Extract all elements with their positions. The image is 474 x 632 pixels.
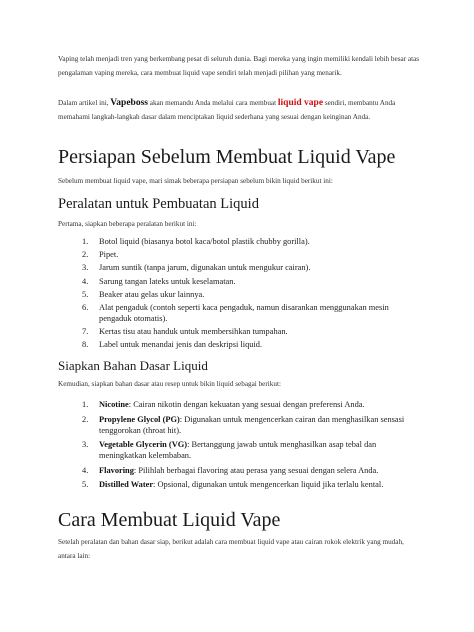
- list-item: [58, 302, 418, 324]
- list-item: [58, 339, 418, 350]
- ingredient-desc: : Bertanggung jawab untuk menghasilkan asap tebal dan meningkatkan kelembaban.: [99, 440, 377, 461]
- intro2-middle: akan memandu Anda melalui cara membuat: [147, 99, 278, 107]
- list-number: 2.: [82, 250, 89, 260]
- list-number: 4.: [82, 465, 89, 475]
- list-number: 1.: [82, 400, 89, 409]
- list-item-text: Alat pengaduk (contoh seperti kaca pengaduk, namun disarankan menggunakan mesin pengaduk otomatis).: [99, 302, 389, 323]
- list-number: 3.: [82, 440, 89, 450]
- intro2-after: sendiri, membantu Anda memahami langkah-langkah dasar dalam menciptakan liquid sederhana yang sesuai dengan keinginan Anda.: [58, 99, 396, 121]
- ingredient-desc: : Opsional, digunakan untuk mengencerkan liquid jika terlalu kental.: [153, 480, 384, 490]
- intro-paragraph: Vaping telah menjadi tren yang berkembang pesat di seluruh dunia. Bagi mereka yang ingin memiliki kendali lebih besar atas pengalaman vaping mereka, cara membuat liquid vape sendiri telah menjadi pilihan yang menarik.: [58, 55, 420, 77]
- list-number: 3.: [82, 263, 89, 273]
- tools-list: [58, 236, 418, 353]
- intro2-before: Dalam artikel ini,: [58, 99, 111, 107]
- ingredient-term: Flavoring: [99, 465, 134, 475]
- list-item: [58, 414, 418, 436]
- intro-paragraph-2: [58, 97, 422, 124]
- ingredients-list: [58, 399, 418, 494]
- ingredient-desc: : Cairan nikotin dengan kekuatan yang sesuai dengan preferensi Anda.: [128, 400, 365, 409]
- list-item: [58, 249, 418, 260]
- list-item: [58, 465, 418, 476]
- bahan-dasar-paragraph: Kemudian, siapkan bahan dasar atau resep untuk bikin liquid sebagai berikut:: [58, 380, 281, 388]
- list-item: [58, 399, 418, 410]
- list-item: [58, 439, 418, 461]
- ingredient-term: Nicotine: [99, 400, 129, 409]
- heading-cara-membuat: Cara Membuat Liquid Vape: [58, 509, 281, 531]
- list-item-text: Jarum suntik (tanpa jarum, digunakan untuk mengukur cairan).: [99, 263, 311, 273]
- heading-bahan-dasar: Siapkan Bahan Dasar Liquid: [58, 358, 208, 373]
- ingredient-desc: : Pilihlah berbagai flavoring atau perasa yang sesuai dengan selera Anda.: [133, 465, 379, 475]
- list-item-text: Label untuk menandai jenis dan deskripsi liquid.: [99, 340, 263, 350]
- list-number: 6.: [82, 302, 89, 312]
- list-item: [58, 479, 418, 490]
- list-item-text: Kertas tisu atau handuk untuk membersihkan tumpahan.: [99, 327, 288, 337]
- ingredient-term: Propylene Glycol (PG): [99, 414, 180, 424]
- heading-persiapan: Persiapan Sebelum Membuat Liquid Vape: [58, 146, 396, 168]
- list-number: 1.: [82, 237, 89, 246]
- list-item-text: Botol liquid (biasanya botol kaca/botol plastik chubby gorilla).: [99, 237, 310, 246]
- heading-peralatan: Peralatan untuk Pembuatan Liquid: [58, 196, 259, 212]
- liquid-vape-link[interactable]: liquid vape: [277, 98, 324, 108]
- list-item-text: Beaker atau gelas ukur lainnya.: [99, 289, 205, 299]
- list-item: [58, 326, 418, 337]
- list-number: 4.: [82, 276, 89, 286]
- persiapan-paragraph: Sebelum membuat liquid vape, mari simak beberapa persiapan sebelum bikin liquid berikut ini:: [58, 177, 333, 185]
- peralatan-paragraph: Pertama, siapkan beberapa peralatan berikut ini:: [58, 220, 197, 228]
- list-item-text: Sarung tangan lateks untuk keselamatan.: [99, 276, 236, 286]
- list-number: 7.: [82, 327, 89, 337]
- list-item-text: Pipet.: [99, 250, 119, 260]
- ingredient-term: Vegetable Glycerin (VG): [99, 440, 188, 450]
- brand-name: Vapeboss: [110, 98, 148, 108]
- list-number: 2.: [82, 414, 89, 424]
- list-number: 5.: [82, 480, 89, 490]
- list-item: [58, 236, 418, 247]
- list-item: [58, 289, 418, 300]
- ingredient-term: Distilled Water: [99, 480, 154, 490]
- ingredient-desc: : Digunakan untuk mengencerkan cairan dan menghasilkan sensasi tenggorokan (throat hit).: [99, 414, 405, 435]
- list-item: [58, 276, 418, 287]
- list-number: 8.: [82, 340, 89, 350]
- cara-membuat-paragraph: Setelah peralatan dan bahan dasar siap, berikut adalah cara membuat liquid vape atau cairan rokok elektrik yang mudah, antara lain:: [58, 538, 404, 560]
- list-item: [58, 262, 418, 273]
- list-number: 5.: [82, 289, 89, 299]
